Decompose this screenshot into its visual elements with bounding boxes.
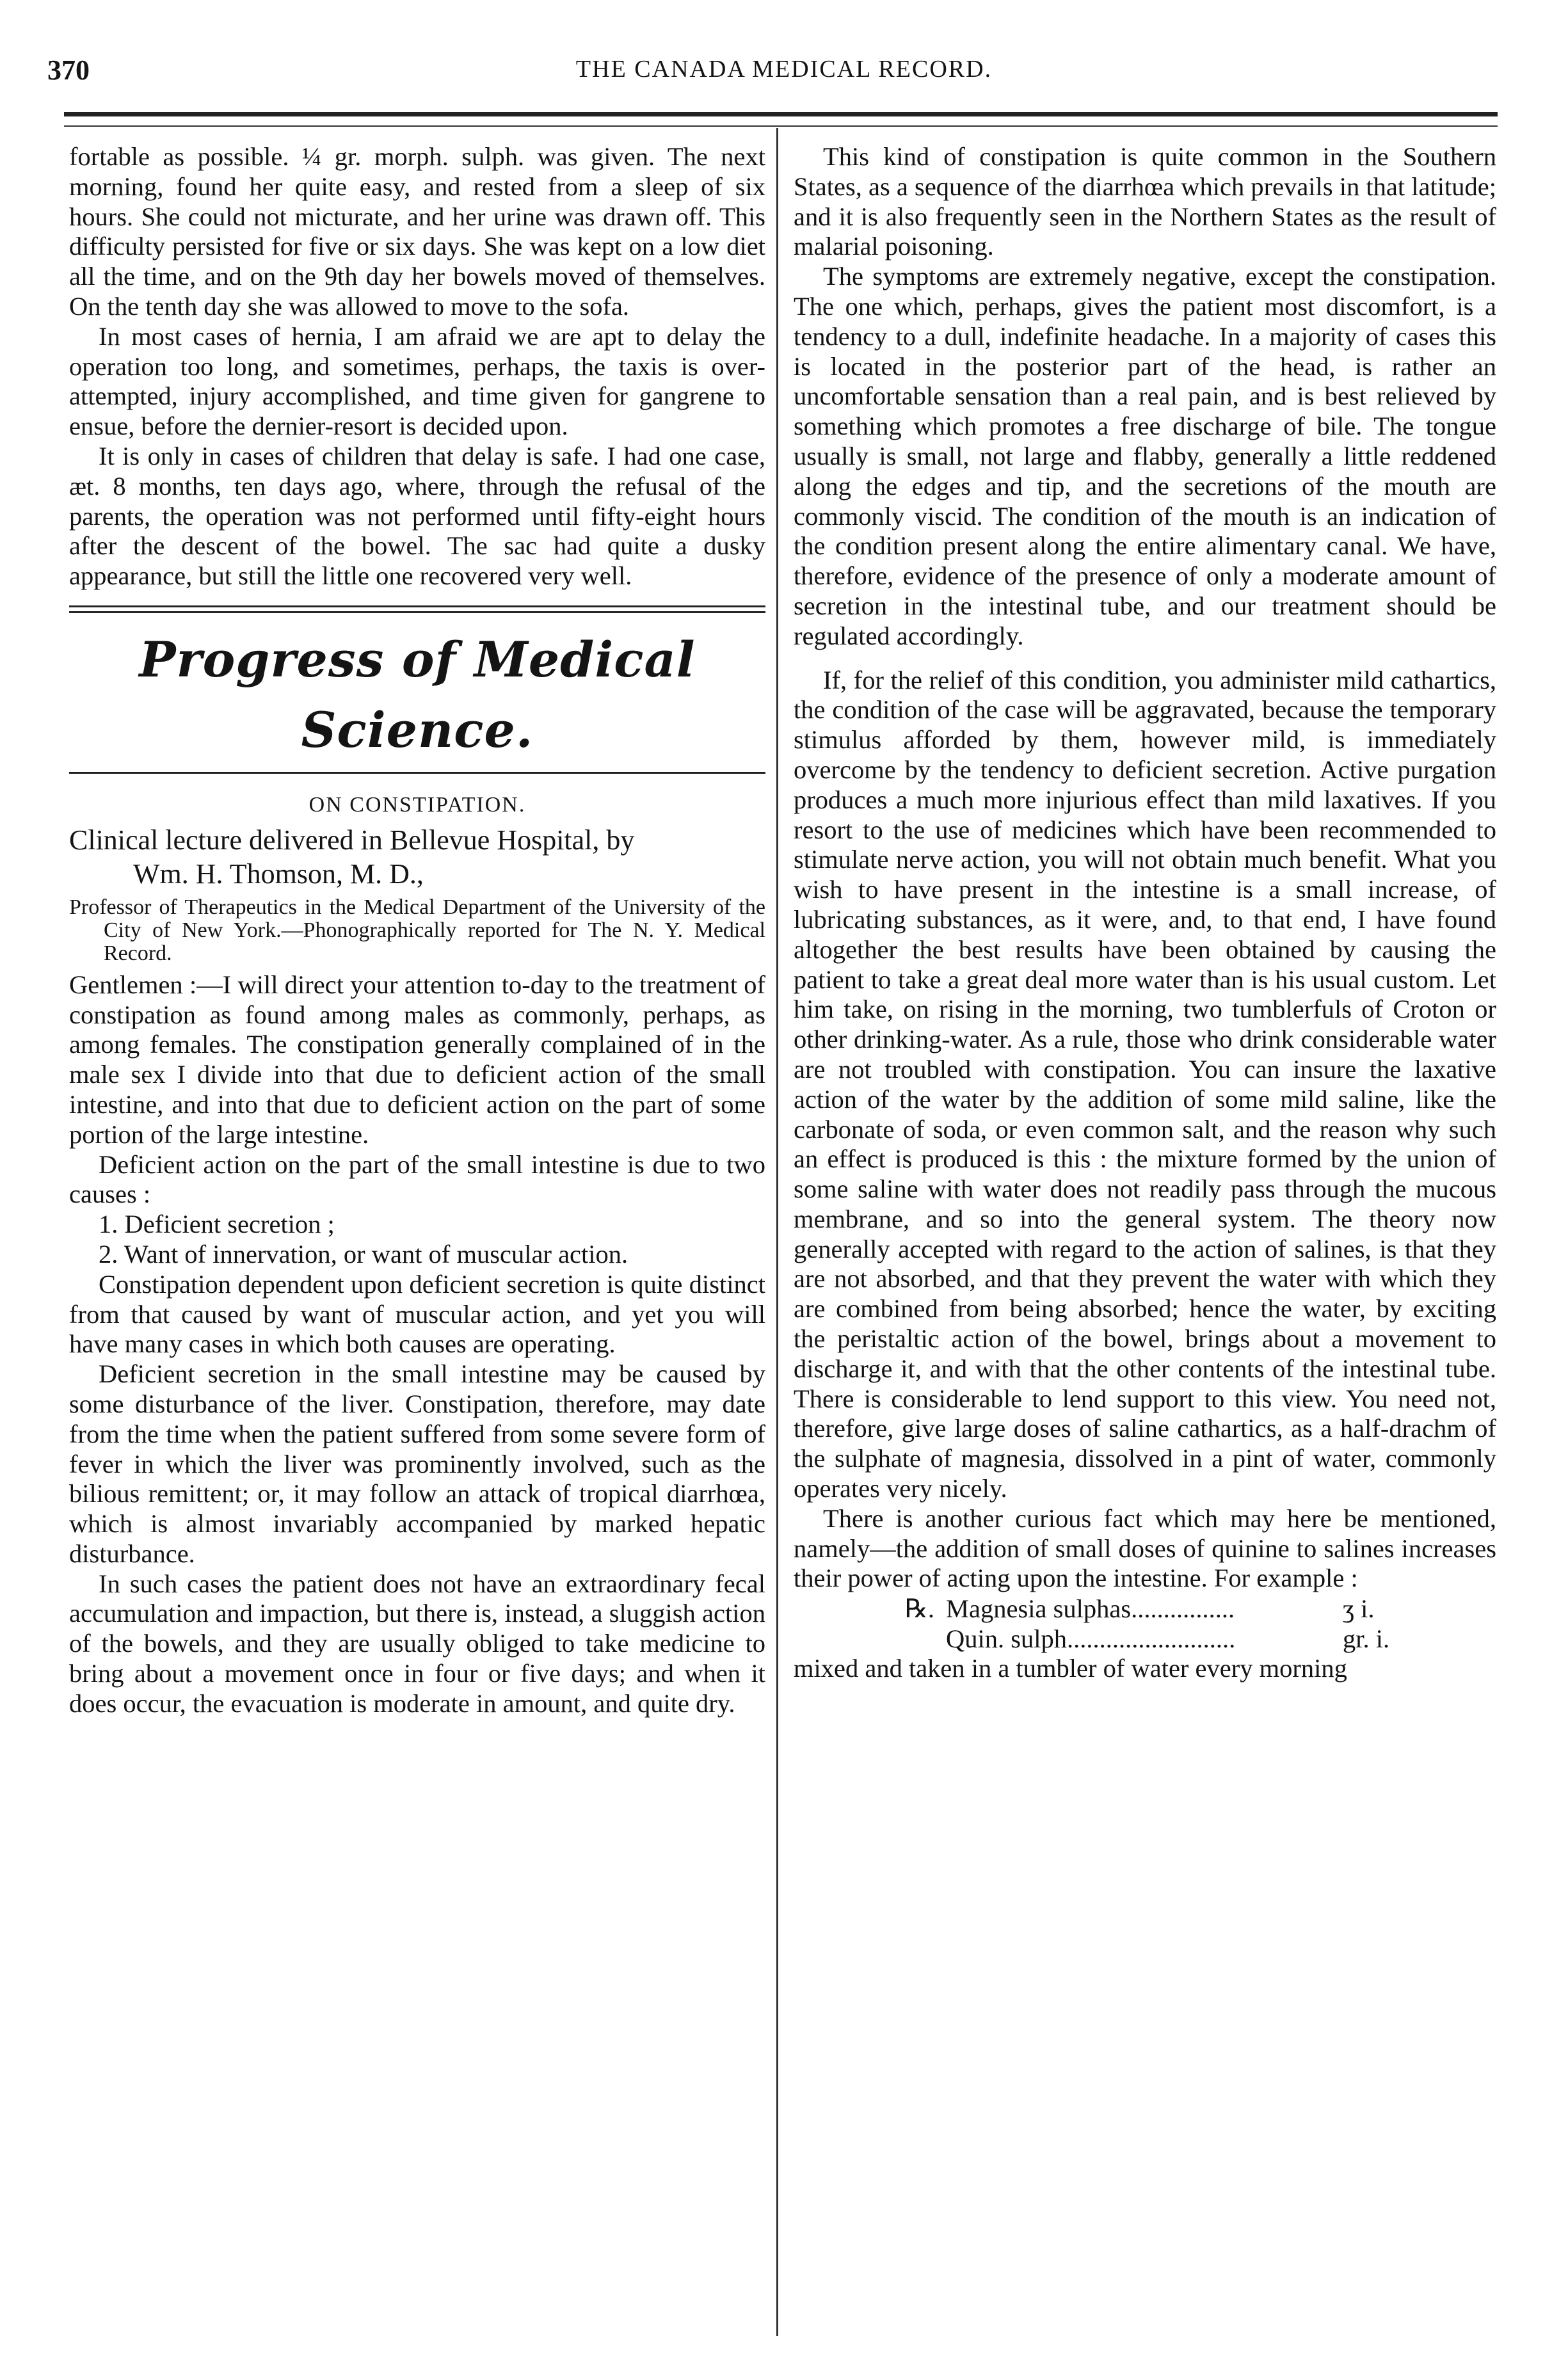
prescription-symbol — [794, 1624, 946, 1654]
prescription-symbol: ℞. — [904, 1594, 934, 1624]
paragraph: Gentlemen :—I will direct your attention to-day to the treatment of constipation as found among males as commonly, perhaps, as among females. The constipation generally complained of in the male sex I divide into that due to deficient action of the small intestine, and into that due to deficient action on the part of some portion of the large intestine. — [69, 970, 765, 1149]
article-author: Wm. H. Thomson, M. D., — [133, 858, 424, 890]
prescription-drug: Magnesia sulphas................ — [946, 1594, 1235, 1624]
running-head: THE CANADA MEDICAL RECORD. — [575, 56, 993, 83]
left-column — [69, 142, 765, 1719]
prescription-line — [794, 1594, 1496, 1624]
paragraph: It is only in cases of children that delay is safe. I had one case, æt. 8 months, ten days ago, where, through the refusal of the parents, the operation was not performed until fifty-eight hours after the descent of the bowel. The sac had quite a dusky appearance, but still the little one recovered very well. — [69, 441, 765, 591]
article-subtitle: Clinical lecture delivered in Bellevue Hospital, by — [69, 824, 635, 856]
paragraph: The symptoms are extremely negative, except the constipation. The one which, perhaps, gives the patient most discomfort, is a tendency to a dull, indefinite headache. In a majority of cases this is located in the posterior part of the head, is rather an uncomfortable sensation than a real pain, and is best relieved by something which promotes a free discharge of bile. The tongue usually is small, not large and flabby, generally a little reddened along the edges and tip, and the secretions of the mouth are commonly viscid. The condition of the mouth is an indication of the condition present along the entire alimentary canal. We have, therefore, evidence of the presence of only a moderate amount of secretion in the intestinal tube, and our treatment should be regulated accordingly. — [794, 262, 1496, 650]
section-title: Progress of Medical Science. — [139, 630, 696, 758]
paragraph: Deficient action on the part of the small intestine is due to two causes : — [69, 1149, 765, 1209]
section-rule — [69, 611, 765, 613]
column-divider — [776, 128, 778, 2336]
header-rule-thick — [64, 112, 1498, 116]
section-rule — [69, 772, 765, 774]
author-affiliation: Professor of Therapeutics in the Medical Department of the University of the City of New York.—Phonographically reported for The N. Y. Medical Record. — [69, 895, 765, 965]
list-item: 2. Want of innervation, or want of muscular action. — [99, 1239, 628, 1269]
prescription-dose: ʒ i. — [1343, 1594, 1375, 1624]
paragraph: If, for the relief of this condition, you administer mild cathartics, the condition of the case will be aggravated, because the temporary stimulus afforded by them, however mild, is immediately overcome by the tendency to deficient secretion. Active purgation produces a much more injurious effect than mild laxatives. If you resort to the use of medicines which have been recommended to stimulate nerve action, you will not obtain much benefit. What you wish to have present in the intestine is a small increase, of lubricating substances, as it were, and, to that end, I have found altogether the best results have been obtained by causing the patient to take a great deal more water than is his usual custom. Let him take, on rising in the morning, two tumblerfuls of Croton or other drinking-water. As a rule, those who drink considerable water are not troubled with constipation. You can insure the laxative action of the water by the addition of some mild saline, like the carbonate of soda, or even common salt, and the reason why such an effect is produced is this : the mixture formed by the union of some saline with water does not readily pass through the mucous membrane, and so into the general system. The theory now generally accepted with regard to the action of salines, is that they are not absorbed, and that they prevent the water with which they are combined from being absorbed; hence the water, by exciting the peristaltic action of the bowel, brings about a movement to discharge it, and with that the other contents of the intestinal tube. There is considerable to lend support to this view. You need not, therefore, give large doses of saline cathartics, as a half-drachm of the sulphate of magnesia, dissolved in a pint of water, commonly operates very nicely. — [794, 665, 1496, 1503]
paragraph: There is another curious fact which may here be mentioned, namely—the addition of small doses of quinine to salines increases their power of acting upon the intestine. For example : — [794, 1503, 1496, 1593]
paragraph: Constipation dependent upon deficient secretion is quite distinct from that caused by want of muscular action, and yet you will have many cases in which both causes are operating. — [69, 1269, 765, 1359]
paragraph: fortable as possible. ¼ gr. morph. sulph. was given. The next morning, found her quite easy, and rested from a sleep of six hours. She could not micturate, and her urine was drawn off. This difficulty persisted for five or six days. She was kept on a low diet all the time, and on the 9th day her bowels moved of themselves. On the tenth day she was allowed to move to the sofa. — [69, 142, 765, 321]
header-rule-thin — [64, 125, 1498, 127]
paragraph: mixed and taken in a tumbler of water every morning — [794, 1654, 1347, 1683]
prescription-drug: Quin. sulph.......................... — [946, 1624, 1236, 1654]
cause-list — [69, 1210, 765, 1270]
prescription-dose: gr. i. — [1343, 1624, 1390, 1654]
list-item: 1. Deficient secretion ; — [99, 1210, 335, 1239]
paragraph: In most cases of hernia, I am afraid we are apt to delay the operation too long, and sometimes, perhaps, the taxis is over-attempted, injury accomplished, and time given for gangrene to ensue, before the dernier-resort is decided upon. — [69, 321, 765, 441]
paragraph: Deficient secretion in the small intestine may be caused by some disturbance of the liver. Constipation, therefore, may date from the time when the patient suffered from some severe form of fever in which the liver was prominently involved, such as the bilious remittent; or, it may follow an attack of tropical diarrhœa, which is almost invariably accompanied by marked hepatic disturbance. — [69, 1359, 765, 1568]
prescription-line — [794, 1624, 1496, 1654]
paragraph: This kind of constipation is quite common in the Southern States, as a sequence of the diarrhœa which prevails in that latitude; and it is also frequently seen in the Northern States as the result of malarial poisoning. — [794, 142, 1496, 261]
article-title: ON CONSTIPATION. — [308, 792, 526, 817]
section-rule — [69, 605, 765, 607]
prescription — [794, 1594, 1496, 1654]
right-column — [794, 142, 1496, 1684]
paragraph: In such cases the patient does not have an extraordinary fecal accumulation and impaction, but there is, instead, a sluggish action of the bowels, and they are usually obliged to take medicine to bring about a movement once in four or five days; and when it does occur, the evacuation is moderate in amount, and quite dry. — [69, 1569, 765, 1718]
page-number: 370 — [47, 54, 90, 86]
